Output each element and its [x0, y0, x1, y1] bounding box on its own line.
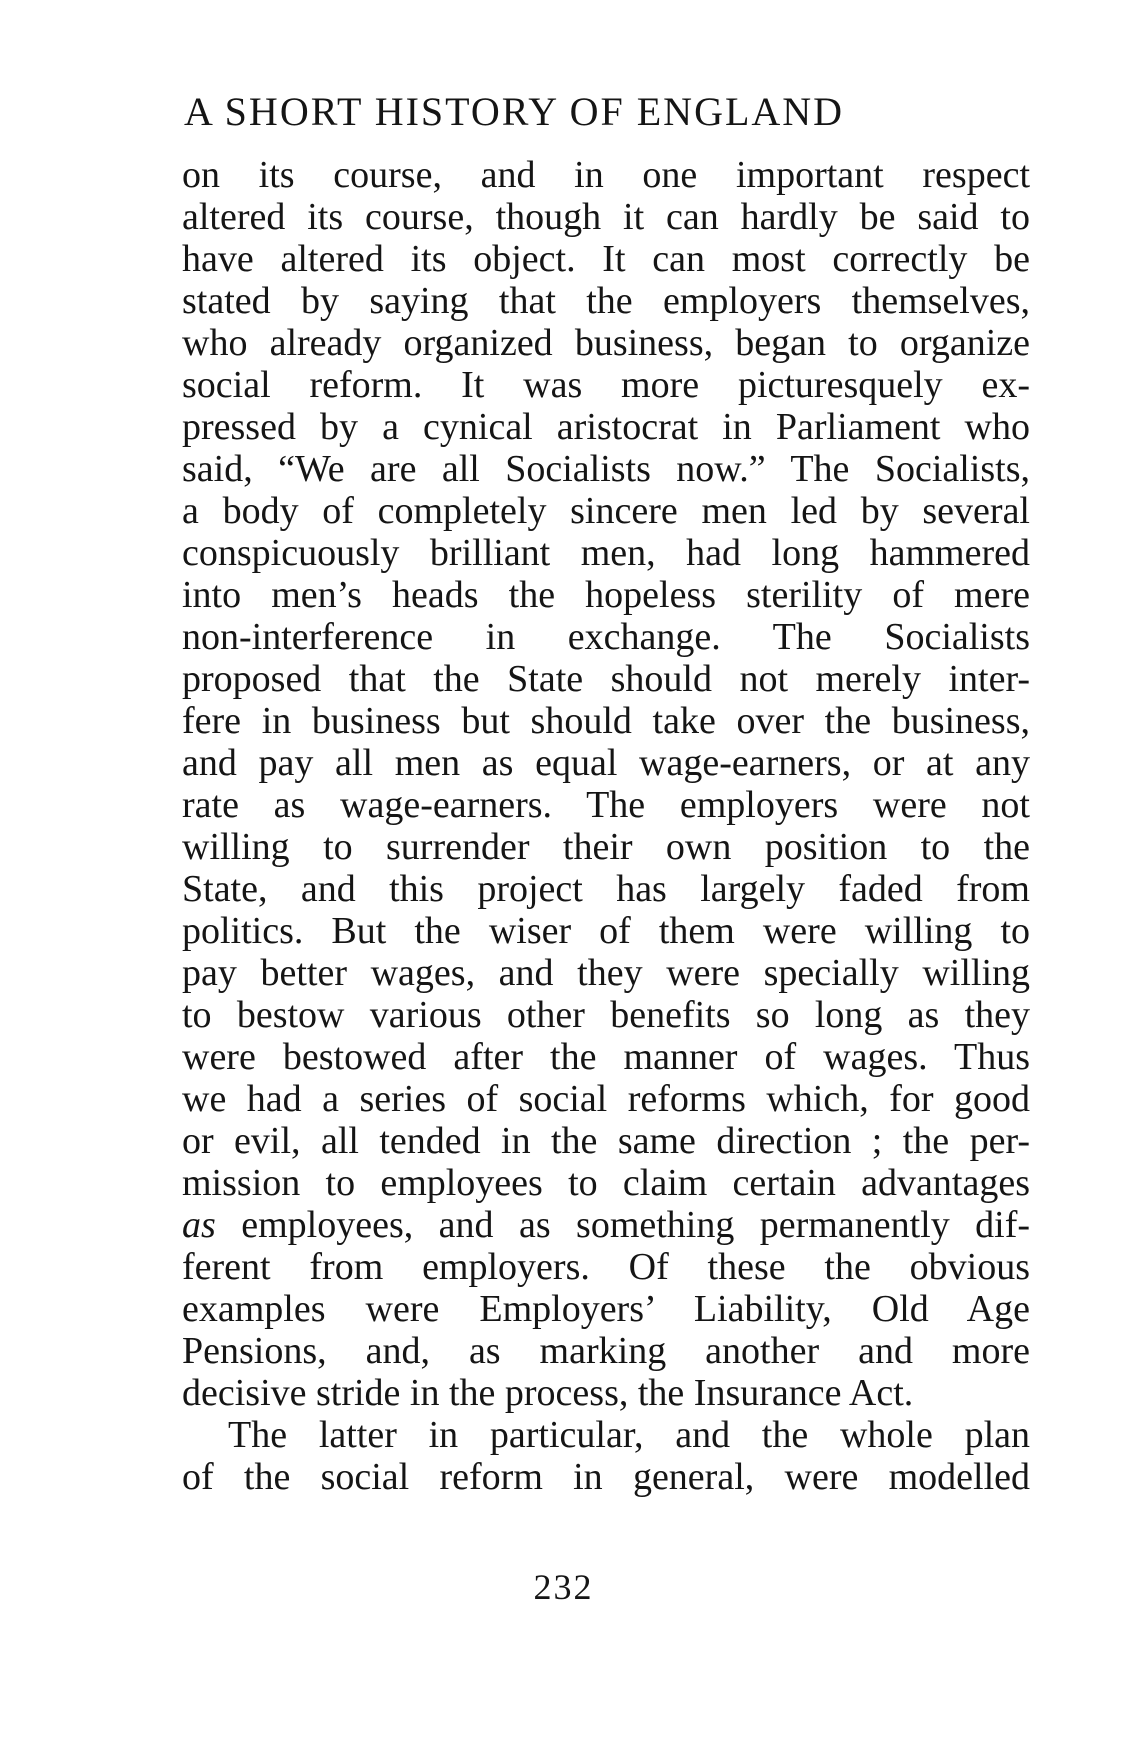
- text-line: of the social reform in general, were modelled: [182, 1456, 1030, 1498]
- text-line: State, and this project has largely faded from: [182, 868, 1030, 910]
- text-line: fere in business but should take over the business,: [182, 700, 1030, 742]
- text-line: ferent from employers. Of these the obvious: [182, 1246, 1030, 1288]
- text-line: rate as wage-earners. The employers were not: [182, 784, 1030, 826]
- body-text: [182, 154, 1030, 1498]
- text-line: stated by saying that the employers themselves,: [182, 280, 1030, 322]
- text-line: willing to surrender their own position to the: [182, 826, 1030, 868]
- italic-word: as: [182, 1204, 216, 1246]
- text-line: were bestowed after the manner of wages. Thus: [182, 1036, 1030, 1078]
- text-line: decisive stride in the process, the Insurance Act.: [182, 1372, 914, 1414]
- text-line: altered its course, though it can hardly be said to: [182, 196, 1030, 238]
- text-line: non-interference in exchange. The Socialists: [182, 616, 1030, 658]
- text-line: The latter in particular, and the whole plan: [228, 1414, 1030, 1456]
- text-line: examples were Employers’ Liability, Old Age: [182, 1288, 1030, 1330]
- text-line: mission to employees to claim certain advantages: [182, 1162, 1030, 1204]
- paragraph: [182, 1414, 1030, 1498]
- text-line: pressed by a cynical aristocrat in Parliament who: [182, 406, 1030, 448]
- text-line: we had a series of social reforms which, for good: [182, 1078, 1030, 1120]
- text-line: proposed that the State should not merely inter-: [182, 658, 1030, 700]
- text-line-rest: employees, and as something permanently dif-: [241, 1204, 1030, 1246]
- text-line: who already organized business, began to organize: [182, 322, 1030, 364]
- text-line: social reform. It was more picturesquely ex-: [182, 364, 1030, 406]
- text-line: politics. But the wiser of them were willing to: [182, 910, 1030, 952]
- text-line: on its course, and in one important respect: [182, 154, 1030, 196]
- text-line: or evil, all tended in the same direction ; the per-: [182, 1120, 1030, 1162]
- text-line: a body of completely sincere men led by several: [182, 490, 1030, 532]
- page-number: 232: [533, 1567, 594, 1607]
- text-line: said, “We are all Socialists now.” The Socialists,: [182, 448, 1030, 490]
- text-line-with-italic: [182, 1204, 1030, 1246]
- paragraph: [182, 154, 1030, 1414]
- text-line: to bestow various other benefits so long as they: [182, 994, 1030, 1036]
- text-line: Pensions, and, as marking another and more: [182, 1330, 1030, 1372]
- text-line: conspicuously brilliant men, had long hammered: [182, 532, 1030, 574]
- text-line: have altered its object. It can most correctly be: [182, 238, 1030, 280]
- running-head: A SHORT HISTORY OF ENGLAND: [184, 89, 845, 134]
- text-line: and pay all men as equal wage-earners, or at any: [182, 742, 1030, 784]
- text-line: pay better wages, and they were specially willing: [182, 952, 1030, 994]
- text-line: into men’s heads the hopeless sterility of mere: [182, 574, 1030, 616]
